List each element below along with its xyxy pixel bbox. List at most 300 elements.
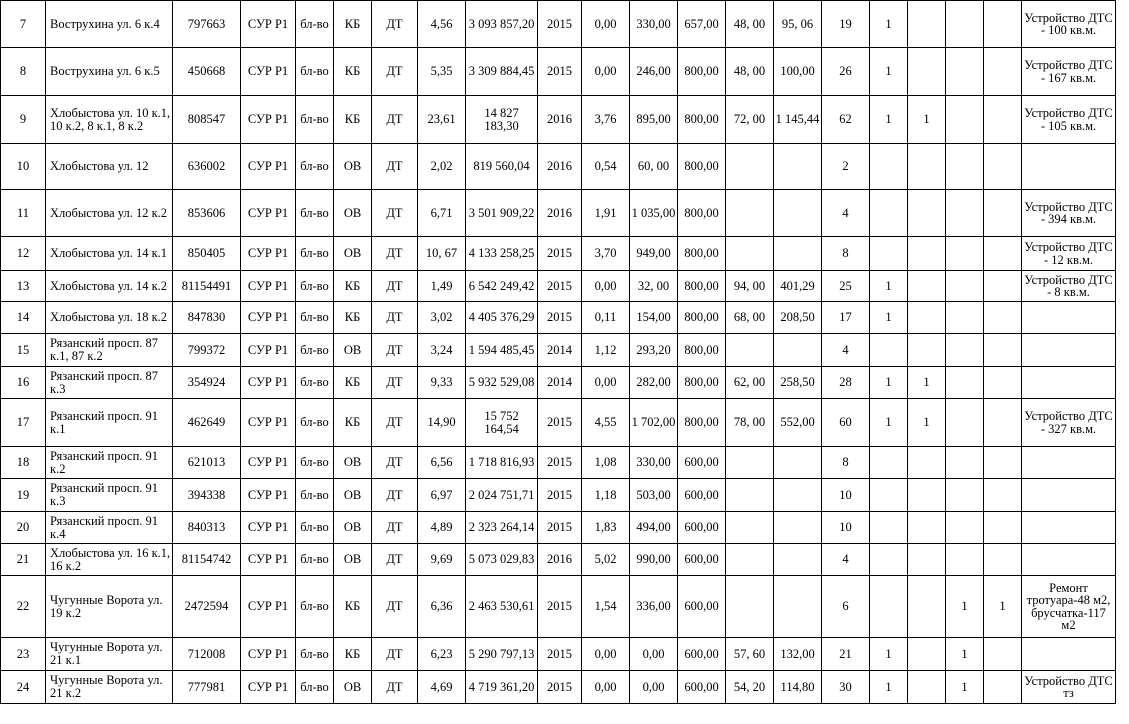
table-row [1,367,1116,399]
cell-address: Рязанский просп. 91 к.2 [46,447,173,479]
cell-value-b: 60, 00 [630,144,678,190]
cell-flag-2 [908,237,946,271]
cell-row-number: 21 [1,544,46,576]
table-row [1,512,1116,544]
cell-kind: ДТ [372,237,418,271]
cell-value-e [774,144,822,190]
cell-value-e: 401,29 [774,271,822,302]
table-row [1,576,1116,638]
cell-value-c: 600,00 [678,671,726,704]
cell-category: СУР Р1 [241,334,296,367]
cell-value-a: 1,08 [582,447,630,479]
table-row [1,144,1116,190]
cell-value-d: 78, 00 [726,399,774,447]
cell-count: 4 [822,334,870,367]
cell-flag-3 [946,190,984,237]
cell-note: Устройство ДТС - 8 кв.м. [1022,271,1116,302]
cell-cost: 5 290 797,13 [466,638,538,671]
cell-value-d [726,544,774,576]
cell-count: 8 [822,447,870,479]
cell-cost: 2 463 530,61 [466,576,538,638]
cell-flag-4 [984,399,1022,447]
cell-area: 3,02 [418,302,466,334]
cell-value-b: 330,00 [630,447,678,479]
cell-object-code: 850405 [173,237,241,271]
cell-flag-2: 1 [908,399,946,447]
cell-value-d [726,144,774,190]
cell-category: СУР Р1 [241,48,296,96]
cell-note: Устройство ДТС - 167 кв.м. [1022,48,1116,96]
cell-value-d: 68, 00 [726,302,774,334]
cell-value-e: 208,50 [774,302,822,334]
cell-category: СУР Р1 [241,302,296,334]
cell-flag-2 [908,144,946,190]
cell-type: бл-во [296,334,334,367]
cell-flag-4 [984,48,1022,96]
cell-flag-1: 1 [870,271,908,302]
cell-value-c: 800,00 [678,237,726,271]
table-row [1,638,1116,671]
cell-area: 4,56 [418,1,466,48]
cell-system: КБ [334,638,372,671]
cell-kind: ДТ [372,144,418,190]
cell-value-b: 246,00 [630,48,678,96]
cell-value-b: 330,00 [630,1,678,48]
cell-value-a: 3,70 [582,237,630,271]
cell-object-code: 777981 [173,671,241,704]
cell-value-e [774,544,822,576]
cell-value-d [726,334,774,367]
cell-area: 5,35 [418,48,466,96]
cell-row-number: 16 [1,367,46,399]
cell-value-e [774,447,822,479]
cell-value-c: 800,00 [678,144,726,190]
cell-flag-1 [870,576,908,638]
cell-cost: 3 093 857,20 [466,1,538,48]
cell-type: бл-во [296,190,334,237]
cell-area: 23,61 [418,96,466,144]
cell-value-d [726,237,774,271]
cell-count: 62 [822,96,870,144]
cell-flag-2 [908,512,946,544]
cell-cost: 14 827 183,30 [466,96,538,144]
cell-cost: 3 309 884,45 [466,48,538,96]
cell-type: бл-во [296,544,334,576]
cell-note [1022,367,1116,399]
cell-value-e [774,237,822,271]
cell-system: ОВ [334,237,372,271]
cell-type: бл-во [296,302,334,334]
cell-flag-3 [946,96,984,144]
cell-year: 2015 [538,447,582,479]
cell-flag-3 [946,512,984,544]
cell-value-d: 72, 00 [726,96,774,144]
table-row [1,271,1116,302]
cell-flag-1: 1 [870,638,908,671]
cell-flag-3 [946,367,984,399]
cell-value-c: 600,00 [678,638,726,671]
table-row [1,399,1116,447]
cell-system: ОВ [334,190,372,237]
cell-address: Хлобыстова ул. 12 [46,144,173,190]
cell-value-d: 48, 00 [726,1,774,48]
table-body [1,1,1116,704]
cell-flag-3 [946,447,984,479]
cell-object-code: 621013 [173,447,241,479]
cell-value-c: 657,00 [678,1,726,48]
cell-type: бл-во [296,638,334,671]
cell-system: КБ [334,576,372,638]
cell-area: 6,56 [418,447,466,479]
cell-value-e: 95, 06 [774,1,822,48]
cell-cost: 5 073 029,83 [466,544,538,576]
cell-value-a: 1,18 [582,479,630,512]
cell-year: 2015 [538,638,582,671]
cell-count: 60 [822,399,870,447]
table-row [1,302,1116,334]
cell-flag-4 [984,1,1022,48]
cell-flag-2 [908,544,946,576]
cell-row-number: 10 [1,144,46,190]
cell-value-e [774,479,822,512]
cell-cost: 15 752 164,54 [466,399,538,447]
cell-area: 6,36 [418,576,466,638]
cell-kind: ДТ [372,190,418,237]
cell-value-b: 154,00 [630,302,678,334]
cell-flag-1: 1 [870,671,908,704]
cell-value-c: 600,00 [678,447,726,479]
cell-address: Хлобыстова ул. 12 к.2 [46,190,173,237]
cell-value-d [726,576,774,638]
cell-flag-3 [946,48,984,96]
cell-address: Хлобыстова ул. 14 к.1 [46,237,173,271]
cell-object-code: 394338 [173,479,241,512]
cell-year: 2014 [538,367,582,399]
cell-note [1022,144,1116,190]
cell-category: СУР Р1 [241,190,296,237]
cell-year: 2016 [538,190,582,237]
cell-note: Ремонт тротуара-48 м2, брусчатка-117 м2 [1022,576,1116,638]
cell-flag-4 [984,237,1022,271]
cell-address: Хлобыстова ул. 14 к.2 [46,271,173,302]
cell-flag-4 [984,144,1022,190]
cell-type: бл-во [296,271,334,302]
cell-flag-2: 1 [908,96,946,144]
cell-value-b: 503,00 [630,479,678,512]
cell-value-e [774,190,822,237]
cell-value-b: 494,00 [630,512,678,544]
cell-value-c: 800,00 [678,48,726,96]
cell-value-b: 32, 00 [630,271,678,302]
cell-area: 6,23 [418,638,466,671]
cell-address: Хлобыстова ул. 18 к.2 [46,302,173,334]
cell-flag-2 [908,190,946,237]
cell-area: 4,89 [418,512,466,544]
cell-value-c: 600,00 [678,512,726,544]
cell-value-b: 1 702,00 [630,399,678,447]
cell-value-c: 800,00 [678,271,726,302]
cell-year: 2016 [538,544,582,576]
cell-flag-4 [984,334,1022,367]
cell-address: Вострухина ул. 6 к.4 [46,1,173,48]
cell-value-c: 600,00 [678,479,726,512]
cell-category: СУР Р1 [241,638,296,671]
cell-object-code: 853606 [173,190,241,237]
cell-row-number: 9 [1,96,46,144]
cell-count: 17 [822,302,870,334]
cell-row-number: 18 [1,447,46,479]
cell-flag-1: 1 [870,399,908,447]
cell-count: 19 [822,1,870,48]
cell-type: бл-во [296,447,334,479]
cell-type: бл-во [296,671,334,704]
cell-kind: ДТ [372,399,418,447]
cell-system: КБ [334,367,372,399]
cell-flag-3 [946,479,984,512]
cell-year: 2015 [538,237,582,271]
cell-value-b: 949,00 [630,237,678,271]
cell-value-a: 1,83 [582,512,630,544]
cell-flag-2 [908,48,946,96]
cell-type: бл-во [296,1,334,48]
cell-flag-3: 1 [946,638,984,671]
cell-kind: ДТ [372,334,418,367]
cell-value-c: 800,00 [678,334,726,367]
cell-object-code: 808547 [173,96,241,144]
cell-flag-4: 1 [984,576,1022,638]
cell-kind: ДТ [372,302,418,334]
cell-area: 6,97 [418,479,466,512]
cell-address: Рязанский просп. 91 к.1 [46,399,173,447]
cell-value-a: 0,00 [582,638,630,671]
cell-count: 26 [822,48,870,96]
cell-kind: ДТ [372,447,418,479]
cell-value-e: 100,00 [774,48,822,96]
cell-value-a: 0,54 [582,144,630,190]
cell-note: Устройство ДТС - 100 кв.м. [1022,1,1116,48]
cell-object-code: 450668 [173,48,241,96]
cell-value-a: 1,12 [582,334,630,367]
cell-value-a: 0,11 [582,302,630,334]
cell-year: 2016 [538,96,582,144]
cell-category: СУР Р1 [241,367,296,399]
cell-flag-1 [870,447,908,479]
cell-year: 2015 [538,512,582,544]
cell-cost: 6 542 249,42 [466,271,538,302]
cell-flag-3 [946,334,984,367]
cell-row-number: 17 [1,399,46,447]
cell-value-c: 600,00 [678,576,726,638]
cell-flag-4 [984,638,1022,671]
cell-row-number: 11 [1,190,46,237]
cell-flag-1 [870,544,908,576]
cell-object-code: 847830 [173,302,241,334]
cell-year: 2015 [538,271,582,302]
cell-value-e: 132,00 [774,638,822,671]
cell-cost: 5 932 529,08 [466,367,538,399]
cell-flag-2: 1 [908,367,946,399]
cell-value-e [774,512,822,544]
cell-row-number: 15 [1,334,46,367]
cell-year: 2015 [538,302,582,334]
cell-flag-3: 1 [946,576,984,638]
cell-flag-3 [946,144,984,190]
cell-value-e: 258,50 [774,367,822,399]
cell-value-a: 1,91 [582,190,630,237]
cell-count: 10 [822,512,870,544]
cell-value-c: 800,00 [678,367,726,399]
cell-row-number: 24 [1,671,46,704]
table-row [1,48,1116,96]
cell-address: Рязанский просп. 91 к.4 [46,512,173,544]
cell-count: 30 [822,671,870,704]
cell-object-code: 636002 [173,144,241,190]
cell-flag-1: 1 [870,96,908,144]
cell-address: Хлобыстова ул. 10 к.1, 10 к.2, 8 к.1, 8 к.2 [46,96,173,144]
cell-kind: ДТ [372,48,418,96]
cell-flag-4 [984,512,1022,544]
cell-category: СУР Р1 [241,479,296,512]
cell-system: ОВ [334,144,372,190]
cell-category: СУР Р1 [241,144,296,190]
cell-row-number: 7 [1,1,46,48]
cell-value-c: 800,00 [678,302,726,334]
cell-address: Рязанский просп. 91 к.3 [46,479,173,512]
cell-kind: ДТ [372,1,418,48]
cell-system: ОВ [334,512,372,544]
cell-flag-1 [870,512,908,544]
cell-object-code: 797663 [173,1,241,48]
cell-area: 6,71 [418,190,466,237]
cell-address: Хлобыстова ул. 16 к.1, 16 к.2 [46,544,173,576]
cell-value-b: 336,00 [630,576,678,638]
cell-flag-1 [870,190,908,237]
cell-type: бл-во [296,512,334,544]
cell-value-d [726,447,774,479]
cell-flag-1: 1 [870,302,908,334]
cell-value-d: 94, 00 [726,271,774,302]
table-row [1,334,1116,367]
cell-area: 9,69 [418,544,466,576]
cell-flag-4 [984,671,1022,704]
cell-kind: ДТ [372,576,418,638]
cell-value-e: 1 145,44 [774,96,822,144]
cell-value-c: 800,00 [678,96,726,144]
cell-value-e: 114,80 [774,671,822,704]
cell-type: бл-во [296,479,334,512]
cell-flag-3 [946,237,984,271]
cell-flag-2 [908,334,946,367]
cell-area: 2,02 [418,144,466,190]
cell-value-c: 800,00 [678,190,726,237]
cell-system: КБ [334,271,372,302]
table-row [1,190,1116,237]
cell-category: СУР Р1 [241,447,296,479]
cell-year: 2015 [538,48,582,96]
cell-row-number: 12 [1,237,46,271]
cell-flag-2 [908,671,946,704]
cell-value-d: 62, 00 [726,367,774,399]
cell-category: СУР Р1 [241,271,296,302]
cell-cost: 3 501 909,22 [466,190,538,237]
cell-object-code: 354924 [173,367,241,399]
cell-category: СУР Р1 [241,237,296,271]
cell-value-c: 800,00 [678,399,726,447]
cell-flag-4 [984,302,1022,334]
cell-flag-3 [946,544,984,576]
cell-value-b: 1 035,00 [630,190,678,237]
cell-value-a: 0,00 [582,1,630,48]
cell-cost: 4 405 376,29 [466,302,538,334]
cell-system: ОВ [334,671,372,704]
cell-flag-2 [908,638,946,671]
cell-object-code: 81154742 [173,544,241,576]
cell-address: Рязанский просп. 87 к.3 [46,367,173,399]
cell-cost: 4 719 361,20 [466,671,538,704]
cell-year: 2015 [538,576,582,638]
cell-category: СУР Р1 [241,1,296,48]
cell-value-c: 600,00 [678,544,726,576]
table-row [1,237,1116,271]
cell-value-b: 293,20 [630,334,678,367]
cell-flag-4 [984,479,1022,512]
cell-flag-1 [870,237,908,271]
cell-count: 2 [822,144,870,190]
cell-note: Устройство ДТС - 327 кв.м. [1022,399,1116,447]
cell-address: Вострухина ул. 6 к.5 [46,48,173,96]
table-row [1,544,1116,576]
cell-flag-4 [984,367,1022,399]
cell-value-e [774,576,822,638]
cell-category: СУР Р1 [241,399,296,447]
cell-value-d: 57, 60 [726,638,774,671]
cell-cost: 819 560,04 [466,144,538,190]
cell-cost: 2 323 264,14 [466,512,538,544]
cell-kind: ДТ [372,638,418,671]
cell-area: 1,49 [418,271,466,302]
cell-system: КБ [334,1,372,48]
cell-year: 2014 [538,334,582,367]
cell-value-a: 0,00 [582,671,630,704]
cell-count: 4 [822,190,870,237]
cell-row-number: 22 [1,576,46,638]
cell-flag-1 [870,144,908,190]
cell-note [1022,447,1116,479]
cell-kind: ДТ [372,544,418,576]
cell-row-number: 19 [1,479,46,512]
cell-area: 14,90 [418,399,466,447]
cell-flag-4 [984,96,1022,144]
cell-note [1022,334,1116,367]
cell-note: Устройство ДТС тз [1022,671,1116,704]
cell-value-d [726,512,774,544]
cell-object-code: 712008 [173,638,241,671]
cell-kind: ДТ [372,512,418,544]
cell-kind: ДТ [372,671,418,704]
cell-note [1022,638,1116,671]
cell-note: Устройство ДТС - 105 кв.м. [1022,96,1116,144]
cell-area: 4,69 [418,671,466,704]
cell-flag-1 [870,334,908,367]
cell-note [1022,479,1116,512]
cell-address: Рязанский просп. 87 к.1, 87 к.2 [46,334,173,367]
cell-flag-3 [946,271,984,302]
cell-category: СУР Р1 [241,96,296,144]
table-row [1,671,1116,704]
cell-note [1022,544,1116,576]
cell-system: КБ [334,96,372,144]
cell-flag-2 [908,271,946,302]
